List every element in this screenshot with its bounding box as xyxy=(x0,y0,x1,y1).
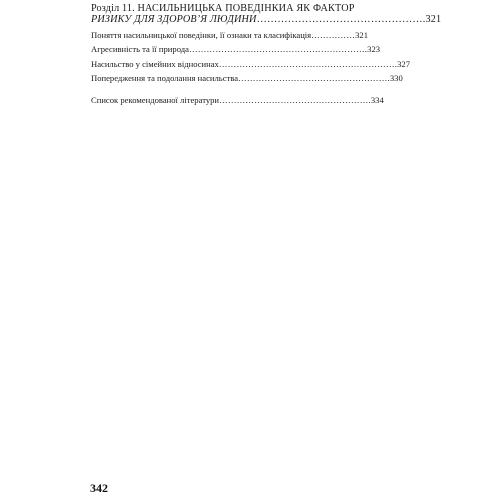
toc-entry xyxy=(91,44,421,58)
chapter-title-text: РИЗИКУ ДЛЯ ЗДОРОВ’Я ЛЮДИНИ xyxy=(91,14,257,25)
table-of-contents xyxy=(91,3,442,106)
toc-entry xyxy=(91,73,421,87)
toc-entry-title: Агресивність та її природа xyxy=(91,44,189,55)
dot-leader: ……………………………………………………. xyxy=(218,58,398,69)
bibliography-entry xyxy=(91,95,421,105)
dot-leader: …………………………………………. xyxy=(256,14,426,25)
toc-entry-title: Поняття насильницької поведінки, її ознаки та класифікація xyxy=(91,30,312,40)
chapter-title-line-2 xyxy=(91,14,442,25)
page-number: 342 xyxy=(90,481,108,495)
dot-leader: ……………………………………………………. xyxy=(188,44,368,55)
chapter-heading xyxy=(91,3,442,25)
toc-entry xyxy=(91,59,421,73)
chapter-page-number: 321 xyxy=(425,14,442,25)
dot-leader: ……………………………………………. xyxy=(219,95,371,106)
toc-entry-page: 327 xyxy=(397,58,410,69)
section-list xyxy=(91,30,421,87)
toc-entry-page: 330 xyxy=(389,72,403,83)
dot-leader: …………… xyxy=(311,30,356,40)
bibliography-title: Список рекомендованої літератури xyxy=(91,95,220,106)
toc-entry-title: Насильство у сімейних відносинах xyxy=(91,58,219,69)
toc-entry-page: 323 xyxy=(367,44,381,55)
bibliography-page: 334 xyxy=(370,95,384,106)
dot-leader: ……………………………………………. xyxy=(238,72,390,83)
toc-entry xyxy=(91,30,421,44)
toc-entry-page: 321 xyxy=(355,30,368,40)
toc-entry-title: Попередження та подолання насильства xyxy=(91,72,239,83)
chapter-title-line-1: Розділ 11. НАСИЛЬНИЦЬКА ПОВЕДІНКИА ЯК ФАКТОР xyxy=(91,3,355,14)
